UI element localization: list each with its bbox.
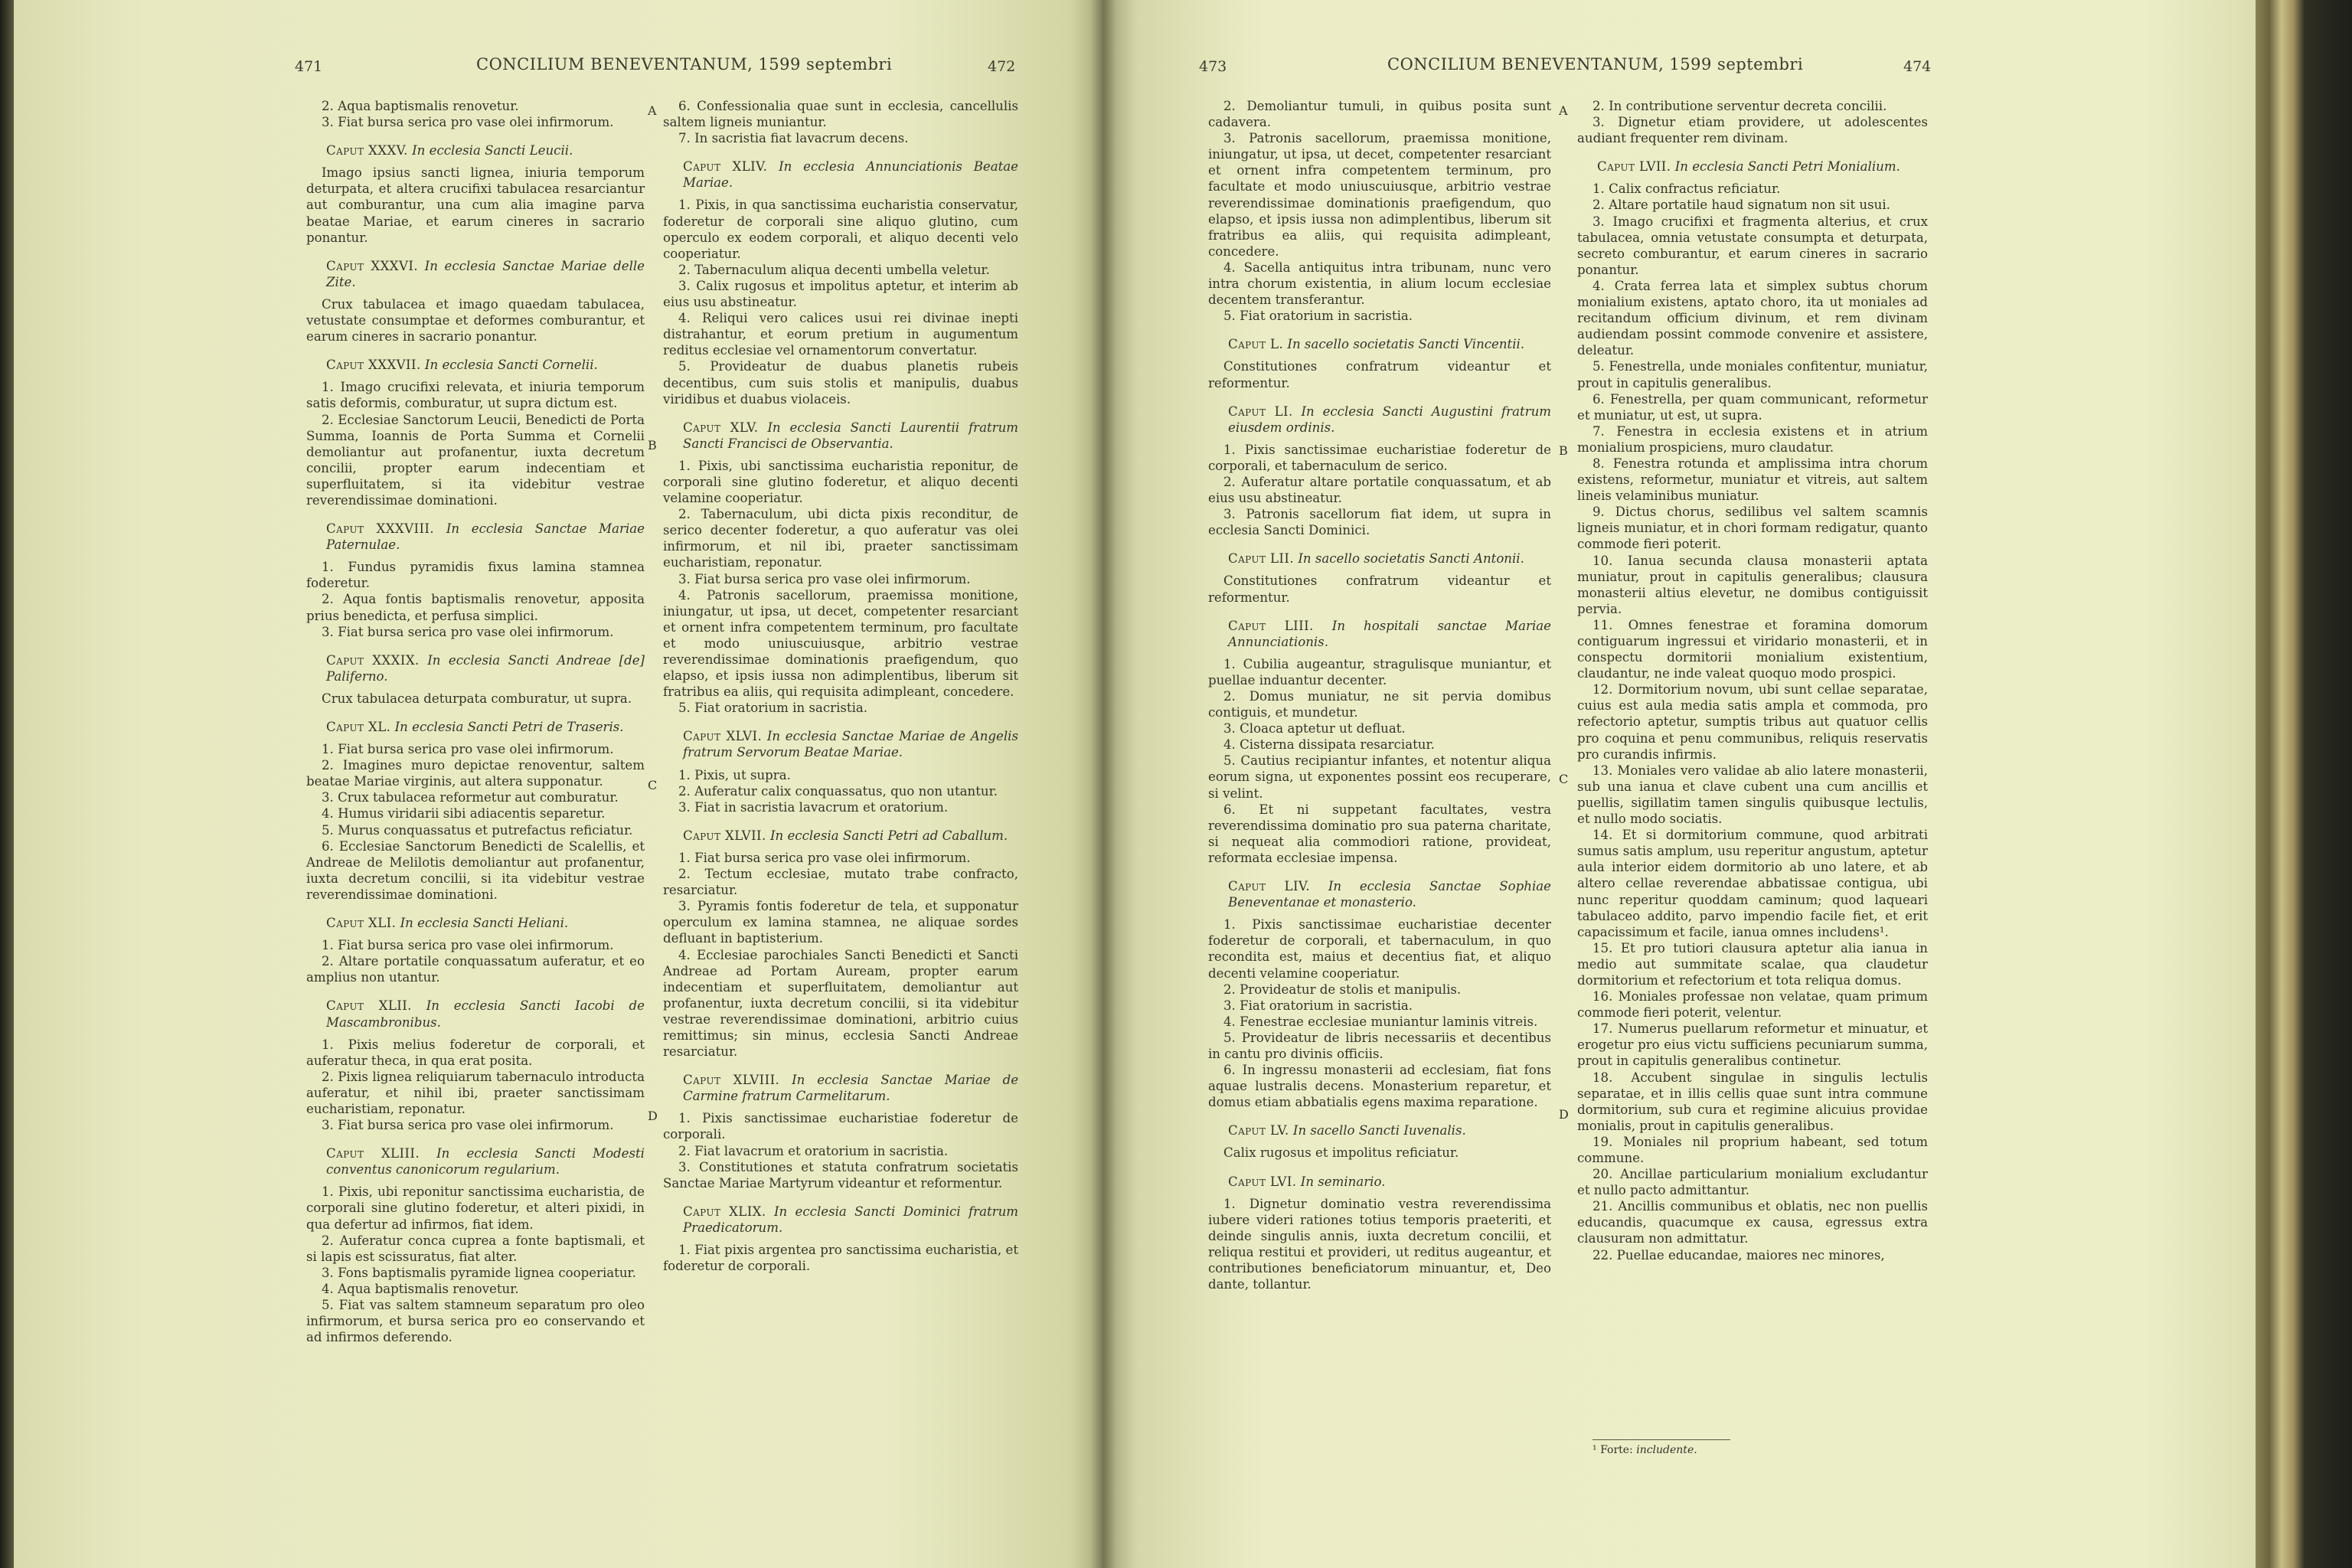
paragraph: 2. Aqua fontis baptismalis renovetur, apposita prius benedicta, et perfusa simplici. [306, 592, 645, 623]
paragraph: 1. Pixis, ubi sanctissima eucharistia reponitur, de corporali sine glutino foderetur, et aliquo decenti velamine cooperiatur. [663, 458, 1018, 506]
caput-heading [1208, 550, 1551, 567]
caput-heading [306, 915, 645, 931]
paragraph: 3. Dignetur etiam providere, ut adolescentes audiant frequenter rem divinam. [1577, 115, 1928, 146]
caput-number: Caput XXXVII. [326, 358, 421, 373]
caput-title: In ecclesia Sancti Augustini fratrum eiusdem ordinis. [1228, 403, 1551, 435]
caput-title: In hospitali sanctae Mariae Annunciationis. [1228, 618, 1551, 649]
paragraph: 1. Fiat bursa serica pro vase olei infirmorum. [322, 938, 614, 953]
caput-title: In ecclesia Sanctae Mariae Paternulae. [326, 521, 645, 553]
paragraph: Constitutiones confratrum videantur et reformentur. [1208, 573, 1551, 605]
caput-heading [663, 1204, 1018, 1236]
paragraph: 3. Imago crucifixi et fragmenta alterius, et crux tabulacea, omnia vetustate consumpta et deturpata, secreto comburantur, et earum cineres in sacrario ponantur. [1577, 214, 1928, 277]
paragraph: 1. Pixis, ubi reponitur sanctissima eucharistia, de corporali sine glutino foderetur, et alteri pixidi, in qua defertur ad infirmos, fiat idem. [306, 1184, 645, 1232]
caput-number: Caput LVII. [1597, 159, 1671, 175]
paragraph: 4. Humus viridarii sibi adiacentis separetur. [322, 806, 606, 822]
caput-heading [306, 258, 645, 290]
paragraph: Constitutiones confratrum videantur et reformentur. [1208, 359, 1551, 390]
paragraph: 6. Ecclesiae Sanctorum Benedicti de Scalellis, et Andreae de Melilotis demoliantur aut profanentur, iuxta decretum concilii, si ita videbitur vestrae reverendissimae dominationi. [306, 838, 645, 902]
caput-heading [306, 142, 645, 158]
left-page-column-1 [306, 98, 645, 1345]
paragraph: 12. Dormitorium novum, ubi sunt cellae separatae, cuius est aula media satis ampla et commoda, pro refectorio aptetur, sumptis tribus aut quatuor cellis pro coquina et penu communibus, reliquis reservatis pro curandis infirmis. [1577, 682, 1928, 762]
paragraph: 4. Reliqui vero calices usui rei divinae inepti distrahantur, et eorum pretium in augumentum reditus ecclesiae vel ornamentorum convertatur. [663, 311, 1018, 358]
caput-title: In ecclesia Sancti Heliani. [400, 916, 569, 931]
paragraph: 5. Provideatur de libris necessariis et decentibus in cantu pro divinis officiis. [1208, 1030, 1551, 1061]
paragraph: 3. Fiat bursa serica pro vase olei infirmorum. [678, 571, 971, 586]
paragraph: 3. Fiat in sacristia lavacrum et oratorium. [678, 799, 949, 815]
paragraph: 5. Cautius recipiantur infantes, et notentur aliqua eorum signa, ut exponentes possint eos recuperare, si velint. [1208, 753, 1551, 801]
paragraph: 11. Omnes fenestrae et foramina domorum contiguarum ingressui et viridario monasterii, et in conspectu dormitorii monialium existentium, claudantur, ne inde valeat quoquo modo prospici. [1577, 617, 1928, 681]
caput-title: In ecclesia Sancti Petri Monialium. [1674, 159, 1900, 175]
paragraph: 4. Sacella antiquitus intra tribunam, nunc vero intra chorum existentia, in alium locum ecclesiae decentem transferantur. [1208, 260, 1551, 308]
caput-title: In ecclesia Annunciationis Beatae Mariae. [683, 159, 1018, 191]
caput-heading [1208, 878, 1551, 910]
book-edge-left [0, 0, 14, 1568]
caput-title: In sacello societatis Sancti Vincentii. [1287, 337, 1525, 352]
caput-number: Caput LII. [1228, 551, 1295, 567]
right-page-column-2 [1577, 98, 1928, 1263]
paragraph: 1. Pixis melius foderetur de corporali, et auferatur theca, in qua erat posita. [306, 1037, 645, 1068]
paragraph: 1. Fiat bursa serica pro vase olei infirmorum. [322, 742, 614, 757]
paragraph: 3. Fiat bursa serica pro vase olei infirmorum. [322, 624, 614, 639]
book-edge-right [2256, 0, 2352, 1568]
paragraph: 6. Et ni suppetant facultates, vestra reverendissima dominatio pro sua paterna charitate, si nequeat alia commodiori ratione, provideat, reformata ecclesiae impensa. [1208, 802, 1551, 865]
caput-heading [663, 420, 1018, 452]
paragraph: 2. Altare portatile conquassatum auferatur, et eo amplius non utantur. [306, 954, 645, 985]
paragraph: 1. Fiat pixis argentea pro sanctissima eucharistia, et foderetur de corporali. [663, 1243, 1018, 1274]
paragraph: 4. Ecclesiae parochiales Sancti Benedicti et Sancti Andreae ad Portam Auream, propter earum indecentiam et superfluitatem, demoliantur aut profanentur, iuxta decretum concilii, si ita videbitur vestrae reverendissimae dominationi, arbitrio cuius remittimus; sin minus, ecclesia Sancti Andreae resarciatur. [663, 947, 1018, 1060]
paragraph: 3. Fiat bursa serica pro vase olei infirmorum. [322, 1118, 614, 1133]
caput-title: In ecclesia Sanctae Sophiae Beneventanae et monasterio. [1228, 879, 1551, 910]
paragraph: 21. Ancillis communibus et oblatis, nec non puellis educandis, quacumque ex causa, egressus extra clausuram non admittatur. [1577, 1199, 1928, 1246]
caput-title: In ecclesia Sancti Laurentii fratrum Sancti Francisci de Observantia. [683, 420, 1018, 451]
caput-title: In ecclesia Sancti Leucii. [412, 143, 573, 158]
paragraph: 2. Imagines muro depictae renoventur, saltem beatae Mariae virginis, aut altera supponatur. [306, 758, 645, 789]
caput-heading [663, 158, 1018, 191]
caput-number: Caput XXXV. [326, 143, 408, 158]
margin-letter-a-left: A [648, 103, 657, 118]
margin-letter-b-left: B [648, 438, 657, 452]
paragraph: 19. Moniales nil proprium habeant, sed totum commune. [1577, 1134, 1928, 1165]
caput-title: In ecclesia Sanctae Mariae de Carmine fratrum Carmelitarum. [683, 1073, 1019, 1104]
caput-heading [663, 828, 1018, 844]
caput-title: In ecclesia Sancti Modesti conventus canonicorum regularium. [326, 1146, 645, 1178]
caput-title: In ecclesia Sancti Petri de Traseris. [394, 720, 624, 734]
paragraph: 5. Fenestrella, unde moniales confitentur, muniatur, prout in capitulis generalibus. [1577, 359, 1928, 390]
paragraph: 2. Altare portatile haud signatum non sit usui. [1592, 198, 1890, 213]
paragraph: 1. Pixis, in qua sanctissima eucharistia conservatur, foderetur de corporali sine aliquo glutino, cum operculo ex eodem corporali, et aliquo decenti velo cooperiatur. [663, 198, 1018, 261]
paragraph: 1. Imago crucifixi relevata, et iniuria temporum satis deformis, comburatur, ut supra dictum est. [306, 380, 645, 411]
paragraph: 3. Constitutiones et statuta confratrum societatis Sanctae Mariae Martyrum videantur et reformentur. [663, 1159, 1018, 1191]
paragraph: 16. Moniales professae non velatae, quam primum commode fieri poterit, velentur. [1577, 989, 1928, 1021]
paragraph: 3. Patronis sacellorum, praemissa monitione, iniungatur, ut ipsa, ut decet, competenter resarciant et ornent infra competentem terminum, pro facultate et modo uniuscuiusque, arbitrio vestrae reverendissimae dominationis praefigendum, quo elapso, et ipsis iussa non adimplentibus, liberum sit fratribus ea aliis, qui requisita adimpleant, concedere. [1208, 131, 1551, 259]
caput-title: In ecclesia Sancti Dominici fratrum Praedicatorum. [683, 1204, 1018, 1235]
paragraph: 2. Tabernaculum aliqua decenti umbella veletur. [678, 262, 990, 277]
paragraph: 2. Aqua baptismalis renovetur. [322, 99, 519, 113]
margin-letter-d-left: D [648, 1109, 658, 1123]
margin-letter-b-right: B [1559, 443, 1568, 458]
paragraph: 1. Cubilia augeantur, stragulisque muniantur, et puellae induantur decenter. [1208, 656, 1551, 688]
margin-letter-a-right: A [1559, 103, 1568, 118]
paragraph: 5. Fiat vas saltem stamneum separatum pro oleo infirmorum, et bursa serica pro eo conservando et ad infirmos deferendo. [306, 1298, 645, 1345]
paragraph: 20. Ancillae particularium monialium excludantur et nullo pacto admittantur. [1577, 1167, 1928, 1198]
caput-heading [1577, 158, 1928, 175]
page-number-473: 473 [1199, 58, 1227, 75]
paragraph: 4. Crata ferrea lata et simplex subtus chorum monialium existens, aptato choro, ita ut moniales ad recitandum officium divinum, et rem divinam audiendam possint commode convenire et assistere, deleatur. [1577, 278, 1928, 358]
paragraph: 2. Auferatur calix conquassatus, quo non utantur. [678, 783, 998, 799]
paragraph: 5. Murus conquassatus et putrefactus reficiatur. [322, 822, 633, 838]
caput-heading [663, 728, 1018, 760]
paragraph: 9. Dictus chorus, sedilibus vel saltem scamnis ligneis muniatur, et in chori formam redigatur, quanto commode fieri poterit. [1577, 505, 1928, 552]
caput-number: Caput LIII. [1228, 618, 1314, 633]
paragraph: 3. Cloaca aptetur ut defluat. [1223, 721, 1406, 737]
running-head-right: CONCILIUM BENEVENTANUM, 1599 septembri [1387, 55, 1804, 74]
caput-number: Caput XXXIX. [326, 652, 420, 668]
margin-letter-c-right: C [1559, 772, 1569, 786]
paragraph: 5. Fiat oratorium in sacristia. [678, 701, 868, 716]
paragraph: 3. Fiat bursa serica pro vase olei infirmorum. [322, 115, 614, 130]
paragraph: Calix rugosus et impolitus reficiatur. [1223, 1145, 1459, 1161]
page-number-472: 472 [988, 58, 1016, 75]
paragraph: 2. Ecclesiae Sanctorum Leucii, Benedicti de Porta Summa, Ioannis de Porta Summa et Cornelii demoliantur aut profanentur, iuxta decretum concilii, propter earum indecentiam et superfluitatem, si ita videbitur vestrae reverendissimae dominationi. [306, 412, 645, 508]
caput-title: In ecclesia Sancti Iacobi de Mascambronibus. [326, 998, 645, 1030]
paragraph: Crux tabulacea et imago quaedam tabulacea, vetustate consumptae et deformes comburantur, et earum cineres in sacrario ponantur. [306, 296, 645, 345]
paragraph: 3. Crux tabulacea reformetur aut comburatur. [322, 790, 619, 805]
paragraph: 3. Calix rugosus et impolitus aptetur, et interim ab eius usu abstineatur. [663, 278, 1018, 310]
paragraph: 1. Fiat bursa serica pro vase olei infirmorum. [678, 850, 971, 865]
caput-heading [1208, 1122, 1551, 1138]
paragraph: 1. Pixis, ut supra. [678, 767, 791, 782]
footnote-text: includente. [1636, 1444, 1697, 1456]
paragraph: 8. Fenestra rotunda et amplissima intra chorum existens, reformetur, muniatur et vitreis, aut saltem lineis velaminibus muniatur. [1577, 456, 1928, 504]
paragraph: 2. Tabernaculum, ubi dicta pixis reconditur, de serico decenter foderetur, a quo auferatur vas olei infirmorum, et nil ibi, praeter sanctissimam eucharistiam, reponatur. [663, 507, 1018, 570]
caput-number: Caput XXXVI. [326, 258, 419, 273]
caput-number: Caput LV. [1228, 1123, 1289, 1138]
paragraph: 1. Pixis sanctissimae eucharistiae decenter foderetur de corporali, et tabernaculum, in quo recondita est, maius et decentius fiat, et aliquo decenti velamine cooperiatur. [1208, 917, 1551, 981]
paragraph: 1. Fundus pyramidis fixus lamina stamnea foderetur. [306, 560, 645, 591]
paragraph: 5. Provideatur de duabus planetis rubeis decentibus, cum suis stolis et manipulis, duabus viridibus et duabus violaceis. [663, 359, 1018, 407]
paragraph: 22. Puellae educandae, maiores nec minores, [1592, 1247, 1885, 1263]
page-number-474: 474 [1903, 58, 1932, 75]
paragraph: 2. In contributione serventur decreta concilii. [1592, 99, 1887, 113]
caput-heading [663, 1072, 1018, 1104]
caput-heading [306, 652, 645, 684]
paragraph: 2. Auferatur altare portatile conquassatum, et ab eius usu abstineatur. [1208, 474, 1551, 506]
caput-heading [1208, 1174, 1551, 1190]
caput-number: Caput XLI. [326, 916, 397, 931]
paragraph: 1. Pixis sanctissimae eucharistiae foderetur de corporali, et tabernaculum de serico. [1208, 442, 1551, 473]
caput-heading [306, 1145, 645, 1178]
margin-letter-c-left: C [648, 778, 658, 792]
paragraph: 15. Et pro tutiori clausura aptetur alia ianua in medio aut summitate scalae, qua claudetur dormitorium et refectorium et tota reliqua domus. [1577, 940, 1928, 988]
paragraph: 18. Accubent singulae in singulis lectulis separatae, et in illis cellis quae sunt intra commune dormitorium, sub cura et regimine alicuius providae monialis, prout in capitulis generalibus. [1577, 1070, 1928, 1133]
caput-title: In ecclesia Sanctae Mariae delle Zite. [326, 258, 645, 289]
left-page-column-2 [663, 98, 1018, 1274]
caput-number: Caput L. [1228, 337, 1284, 352]
caput-heading [1208, 336, 1551, 352]
caput-title: In sacello Sancti Iuvenalis. [1292, 1123, 1466, 1138]
caput-number: Caput LIV. [1228, 879, 1311, 894]
paragraph: 4. Cisterna dissipata resarciatur. [1223, 737, 1435, 753]
caput-number: Caput XLIX. [683, 1204, 766, 1219]
paragraph: 10. Ianua secunda clausa monasterii aptata muniatur, prout in capitulis generalibus; clausura monasterii altius elevetur, ne domibus contiguissit pervia. [1577, 553, 1928, 616]
paragraph: 4. Aqua baptismalis renovetur. [322, 1281, 519, 1296]
paragraph: 1. Calix confractus reficiatur. [1592, 181, 1781, 197]
paragraph: 2. Provideatur de stolis et manipulis. [1223, 982, 1462, 997]
caput-title: In ecclesia Sancti Andreae [de] Paliferno. [326, 652, 645, 684]
paragraph: 2. Domus muniatur, ne sit pervia domibus contiguis, et mundetur. [1208, 689, 1551, 720]
caput-number: Caput XLV. [683, 420, 759, 435]
paragraph: 3. Fons baptismalis pyramide lignea cooperiatur. [322, 1265, 636, 1280]
paragraph: 2. Fiat lavacrum et oratorium in sacristia. [678, 1143, 949, 1158]
paragraph: 6. Fenestrella, per quam communicant, reformetur et muniatur, ut est, ut supra. [1577, 391, 1928, 423]
caput-title: In sacello societatis Sancti Antonii. [1298, 551, 1524, 567]
caput-number: Caput LVI. [1228, 1174, 1297, 1189]
caput-number: Caput XLIV. [683, 159, 768, 175]
paragraph: 2. Pixis lignea reliquiarum tabernaculo introducta auferatur, et nihil ibi, praeter sanctissimam eucharistiam, reponatur. [306, 1069, 645, 1116]
caput-title: In ecclesia Sanctae Mariae de Angelis fratrum Servorum Beatae Mariae. [683, 729, 1018, 760]
paragraph: 3. Pyramis fontis foderetur de tela, et supponatur operculum ex lamina stamnea, ne aliquae sordes defluant in baptisterium. [663, 899, 1018, 946]
caput-heading [306, 521, 645, 553]
footnote [1592, 1444, 1697, 1456]
footnote-label: ¹ Forte: [1592, 1444, 1633, 1456]
caput-number: Caput XLVI. [683, 729, 763, 744]
paragraph: 4. Patronis sacellorum, praemissa monitione, iniungatur, ut ipsa, ut decet, competenter resarciant et ornent infra competentem terminum, pro facultate et modo uniuscuiusque, arbitrio vestrae reverendissimae dominationis praefigendum, quo elapso, et ipsis iussa non adimplentibus, liberum sit fratribus ea aliis, qui requisita adimpleant, concedere. [663, 587, 1018, 700]
paragraph: Imago ipsius sancti lignea, iniuria temporum deturpata, et altera crucifixi tabulacea resarciantur aut comburantur, una cum alia imagine parva beatae Mariae, et earum cineres in sacrario ponantur. [306, 165, 645, 245]
paragraph: 7. Fenestra in ecclesia existens et in atrium monialium prospiciens, muro claudatur. [1577, 423, 1928, 455]
paragraph: 2. Auferatur conca cuprea a fonte baptismali, et si lapis est scissuratus, fiat alter. [306, 1233, 645, 1264]
caput-number: Caput XXXVIII. [326, 521, 435, 537]
paragraph: 4. Fenestrae ecclesiae muniantur laminis vitreis. [1223, 1014, 1538, 1029]
caput-heading [1208, 618, 1551, 650]
book-gutter [1090, 0, 1116, 1568]
caput-title: In seminario. [1300, 1174, 1386, 1189]
caput-number: Caput XLII. [326, 998, 412, 1014]
paragraph: 3. Patronis sacellorum fiat idem, ut supra in ecclesia Sancti Dominici. [1208, 507, 1551, 538]
caput-number: Caput XLVII. [683, 828, 766, 843]
caput-title: In ecclesia Sancti Petri ad Caballum. [769, 828, 1008, 843]
paragraph: 6. In ingressu monasterii ad ecclesiam, fiat fons aquae lustralis decens. Monasterium reparetur, et domus etiam abbatialis egens maxima reparatione. [1208, 1063, 1551, 1110]
paragraph: 17. Numerus puellarum reformetur et minuatur, et erogetur pro eius victu sufficiens pecuniarum summa, prout in capitulis generalibus continetur. [1577, 1021, 1928, 1069]
caput-number: Caput XLVIII. [683, 1073, 780, 1088]
caput-heading [1208, 403, 1551, 436]
caput-number: Caput XLIII. [326, 1146, 420, 1161]
paragraph: 3. Fiat oratorium in sacristia. [1223, 998, 1413, 1013]
paragraph: 14. Et si dormitorium commune, quod arbitrati sumus satis amplum, usu reperitur angustum, aptetur aula interior eidem dormitorio ab uno latere, et ab altero cellae reverendae abbatissae contigua, ubi nunc reperitur quoddam caminum; quod laqueari tabulaceo addito, parvo impendio facile fiet, et erit capacissimum et facile, ianua omnes includens¹. [1577, 828, 1928, 939]
caput-number: Caput XL. [326, 720, 391, 734]
caput-number: Caput LI. [1228, 403, 1293, 419]
paragraph: 7. In sacristia fiat lavacrum decens. [678, 131, 909, 146]
paragraph: 13. Moniales vero validae ab alio latere monasterii, sub una ianua et clave cubent una cum ancillis et puellis, sigillatim tamen singulis quibusque lectulis, et nullo modo sociatis. [1577, 763, 1928, 827]
paragraph: 1. Dignetur dominatio vestra reverendissima iubere videri rationes totius temporis praeteriti, et deinde singulis annis, iuxta decretum concilii, et reliqua restitui et provideri, ut reditus augeantur, et contributiones beneficiatorum minuantur, et, Deo dante, tollantur. [1208, 1196, 1551, 1292]
paragraph: 2. Tectum ecclesiae, mutato trabe confracto, resarciatur. [663, 867, 1018, 898]
paragraph: 6. Confessionalia quae sunt in ecclesia, cancellulis saltem ligneis muniantur. [663, 99, 1018, 130]
caput-title: In ecclesia Sancti Cornelii. [424, 358, 598, 373]
caput-heading [306, 357, 645, 373]
footnote-rule [1592, 1439, 1730, 1440]
paragraph: Crux tabulacea deturpata comburatur, ut supra. [322, 691, 632, 706]
page-number-471: 471 [295, 58, 323, 75]
paragraph: 1. Pixis sanctissimae eucharistiae foderetur de corporali. [663, 1111, 1018, 1142]
running-head-left: CONCILIUM BENEVENTANUM, 1599 septembri [476, 55, 893, 74]
caput-heading [306, 719, 645, 735]
right-page-column-1 [1208, 98, 1551, 1292]
margin-letter-d-right: D [1559, 1107, 1569, 1122]
paragraph: 2. Demoliantur tumuli, in quibus posita sunt cadavera. [1208, 99, 1551, 130]
caput-heading [306, 998, 645, 1030]
paragraph: 5. Fiat oratorium in sacristia. [1223, 309, 1413, 324]
